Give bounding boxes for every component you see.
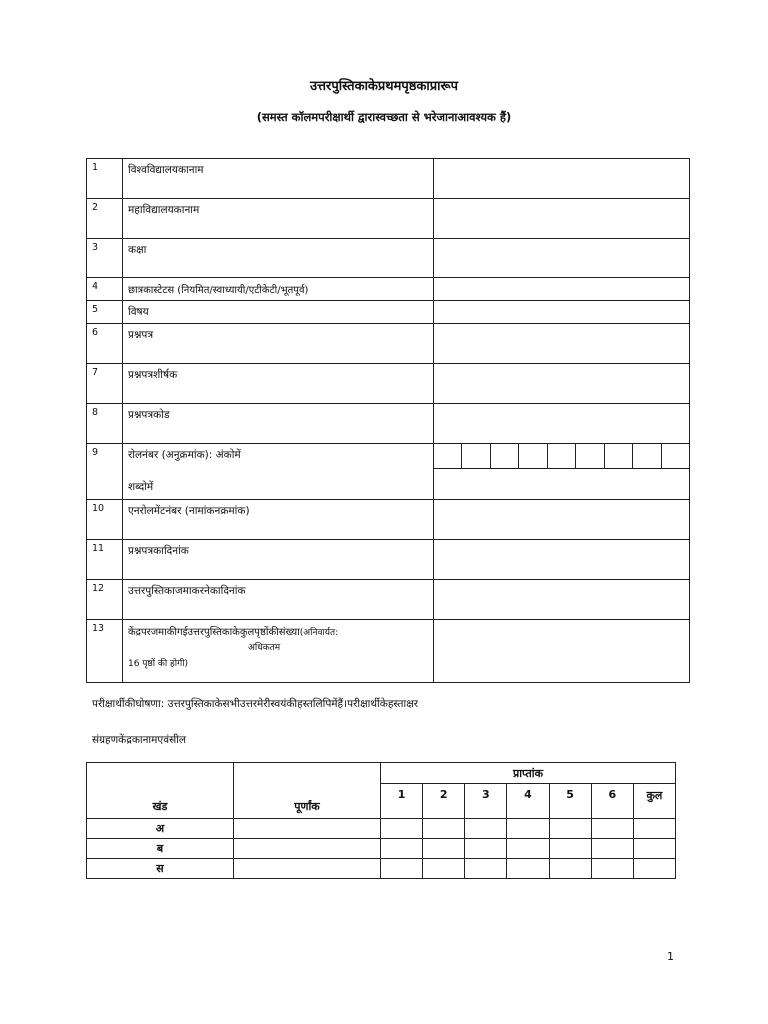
section-label: अ [87, 819, 234, 839]
table-row [87, 159, 690, 199]
digit-box[interactable] [633, 444, 661, 468]
row-label: प्रश्नपत्रकादिनांक [123, 540, 434, 580]
question-column-header: 4 [507, 784, 549, 819]
question-column-header: 2 [423, 784, 465, 819]
roll-number-value [434, 444, 690, 500]
collection-centre-label: संग्रहणकेंद्रकानामएवंसील [92, 734, 187, 746]
marks-cell[interactable] [633, 859, 675, 879]
row-value[interactable] [434, 540, 690, 580]
marks-cell[interactable] [549, 859, 591, 879]
page-title: उत्तरपुस्तिकाकेप्रथमपृष्ठकाप्रारूप [309, 79, 459, 94]
marks-cell[interactable] [549, 819, 591, 839]
marks-cell[interactable] [633, 819, 675, 839]
row-label: प्रश्नपत्र [123, 324, 434, 364]
row-label: महाविद्यालयकानाम [123, 199, 434, 239]
row-label [123, 444, 434, 500]
table-row [87, 859, 676, 879]
table-row [87, 620, 690, 683]
row-value[interactable] [434, 301, 690, 324]
marks-cell[interactable] [507, 839, 549, 859]
table-row [87, 324, 690, 364]
row-value[interactable] [434, 404, 690, 444]
table-row [87, 444, 690, 500]
question-column-header: 1 [381, 784, 423, 819]
marks-cell[interactable] [423, 819, 465, 839]
row-label: प्रश्नपत्रशीर्षक [123, 364, 434, 404]
row-label: कक्षा [123, 239, 434, 278]
section-header: खंड [87, 763, 234, 819]
table-row [87, 278, 690, 301]
digit-box[interactable] [662, 444, 689, 468]
marks-cell[interactable] [381, 839, 423, 859]
row-number: 8 [87, 404, 123, 444]
roll-words-label: शब्दोमें [128, 481, 154, 493]
marks-cell[interactable] [507, 819, 549, 839]
table-row [87, 500, 690, 540]
row-number: 11 [87, 540, 123, 580]
section-label: स [87, 859, 234, 879]
marks-cell[interactable] [381, 859, 423, 879]
row-value[interactable] [434, 580, 690, 620]
page-number: 1 [667, 950, 674, 963]
table-row [87, 819, 676, 839]
details-table [86, 158, 690, 683]
row-value[interactable] [434, 239, 690, 278]
marks-cell[interactable] [507, 859, 549, 879]
row-value[interactable] [434, 500, 690, 540]
table-row [87, 839, 676, 859]
pages-count-note: 16 पृष्ठों की होगी) [128, 659, 189, 669]
pages-count-note: अधिकतम [248, 643, 281, 653]
row-value[interactable] [434, 278, 690, 301]
marks-cell[interactable] [465, 859, 507, 879]
row-number: 12 [87, 580, 123, 620]
full-marks-header: पूर्णांक [234, 763, 381, 819]
marks-cell[interactable] [465, 819, 507, 839]
question-column-header: 6 [591, 784, 633, 819]
table-row [87, 404, 690, 444]
row-number: 5 [87, 301, 123, 324]
row-value[interactable] [434, 620, 690, 683]
question-column-header: 3 [465, 784, 507, 819]
table-row [87, 199, 690, 239]
candidate-declaration: परीक्षार्थीकीघोषणा: उत्तरपुस्तिकाकेसभीउत्तरमेरीस्वयंकीहस्तलिपिमेंहैं।परीक्षार्थीकेहस्ताक्षर [92, 698, 419, 710]
section-label: ब [87, 839, 234, 859]
row-number: 2 [87, 199, 123, 239]
marks-cell[interactable] [381, 819, 423, 839]
row-label: प्रश्नपत्रकोड [123, 404, 434, 444]
roll-digits-label: रोलनंबर (अनुक्रमांक): अंकोमें [128, 449, 241, 461]
row-number: 1 [87, 159, 123, 199]
digit-box[interactable] [491, 444, 519, 468]
marks-cell[interactable] [591, 819, 633, 839]
digit-box[interactable] [548, 444, 576, 468]
total-column-header: कुल [633, 784, 675, 819]
question-column-header: 5 [549, 784, 591, 819]
row-value[interactable] [434, 324, 690, 364]
marks-table [86, 762, 676, 879]
digit-box[interactable] [576, 444, 604, 468]
row-number: 6 [87, 324, 123, 364]
row-number: 4 [87, 278, 123, 301]
row-label: विषय [123, 301, 434, 324]
row-label: उत्तरपुस्तिकाजमाकरनेकादिनांक [123, 580, 434, 620]
marks-cell[interactable] [423, 839, 465, 859]
row-label: विश्वविद्यालयकानाम [123, 159, 434, 199]
marks-cell[interactable] [549, 839, 591, 859]
row-label [123, 620, 434, 683]
marks-cell[interactable] [423, 859, 465, 879]
pages-count-label: केंद्रपरजमाकीगईउत्तरपुस्तिकाकेकुलपृष्ठोंकीसंख्या [128, 627, 300, 638]
marks-cell[interactable] [633, 839, 675, 859]
marks-cell[interactable] [234, 819, 381, 839]
pages-count-note: (अनिवार्यत: [299, 628, 339, 638]
row-number: 10 [87, 500, 123, 540]
digit-box[interactable] [605, 444, 633, 468]
row-number: 13 [87, 620, 123, 683]
row-label: एनरोलमेंटनंबर (नामांकनक्रमांक) [123, 500, 434, 540]
table-row [87, 580, 690, 620]
table-row [87, 301, 690, 324]
page-subtitle: (समस्त कॉलमपरीक्षार्थी द्वारास्वच्छता से भरेजानाआवश्यक हैं) [256, 110, 512, 124]
table-row [87, 239, 690, 278]
marks-cell[interactable] [591, 859, 633, 879]
marks-cell[interactable] [465, 839, 507, 859]
digit-box[interactable] [462, 444, 490, 468]
row-number: 9 [87, 444, 123, 500]
digit-box[interactable] [434, 444, 462, 468]
digit-box[interactable] [519, 444, 547, 468]
marks-header-row [87, 763, 676, 784]
table-row [87, 364, 690, 404]
row-label: छात्रकास्टेटस (नियमित/स्वाध्यायी/एटीकेटी/भूतपूर्व) [123, 278, 434, 301]
obtained-marks-header: प्राप्तांक [381, 763, 676, 784]
row-number: 7 [87, 364, 123, 404]
row-value[interactable] [434, 364, 690, 404]
row-value[interactable] [434, 159, 690, 199]
marks-cell[interactable] [591, 839, 633, 859]
marks-cell[interactable] [234, 839, 381, 859]
row-number: 3 [87, 239, 123, 278]
table-row [87, 540, 690, 580]
marks-cell[interactable] [234, 859, 381, 879]
roll-digit-boxes [434, 444, 689, 469]
row-value[interactable] [434, 199, 690, 239]
